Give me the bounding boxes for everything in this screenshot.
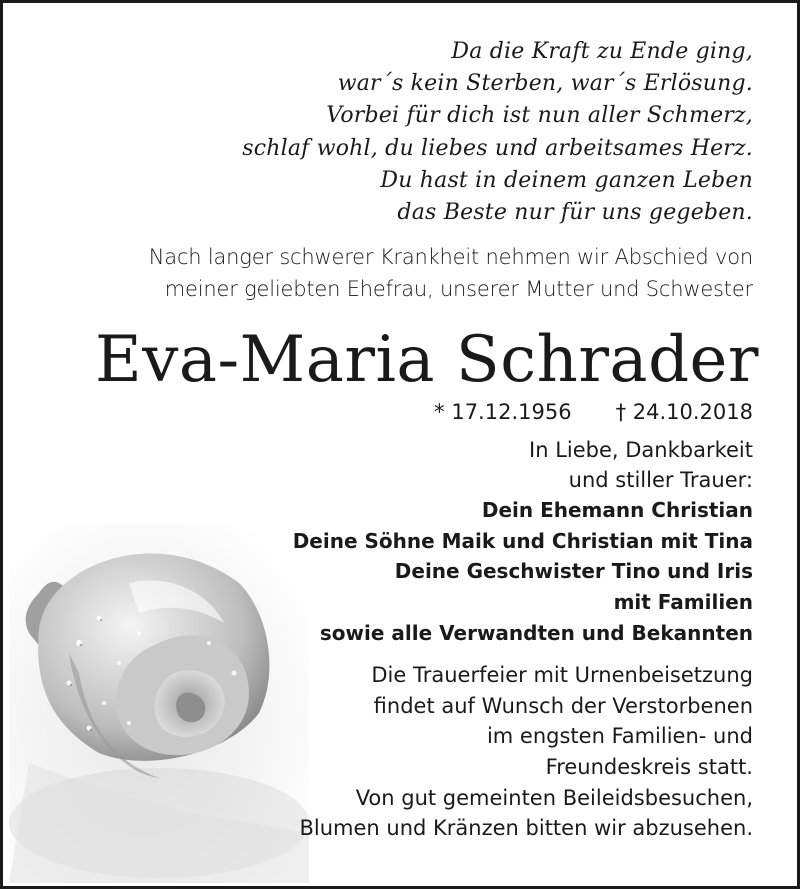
mourners-list (33, 495, 753, 648)
death-date: † 24.10.2018 (615, 400, 753, 425)
memorial-poem (33, 36, 753, 229)
deceased-name: Eva-Maria Schrader (95, 323, 759, 398)
poem-line: schlaf wohl, du liebes und arbeitsames Herz. (242, 135, 753, 161)
poem-line: Da die Kraft zu Ende ging, (451, 39, 753, 64)
mourner-line: Deine Söhne Maik und Christian mit Tina (292, 528, 753, 553)
life-dates (33, 397, 753, 427)
funeral-line: Freundeskreis statt. (545, 754, 753, 779)
funeral-notice (33, 660, 753, 844)
notice-text (33, 3, 759, 844)
birth-date: * 17.12.1956 (434, 400, 572, 425)
funeral-line: im engsten Familien- und (486, 724, 753, 749)
mourner-line: mit Familien (613, 590, 753, 614)
poem-line: das Beste nur für uns gegeben. (397, 200, 753, 226)
funeral-line: Die Trauerfeier mit Urnenbeisetzung (371, 663, 753, 688)
intro-line: meiner geliebten Ehefrau, unserer Mutter und Schwester (164, 277, 753, 302)
poem-line: Vorbei für dich ist nun aller Schmerz, (326, 103, 753, 129)
funeral-line: Von gut gemeinten Beileidsbesuchen, (355, 785, 753, 810)
poem-line: Du hast in deinem ganzen Leben (380, 167, 753, 193)
intro-text (33, 241, 753, 305)
mourner-line: Deine Geschwister Tino und Iris (394, 559, 753, 584)
intro-line: Nach langer schwerer Krankheit nehmen wir Abschied von (148, 245, 753, 270)
mourning-line: und stiller Trauer: (568, 468, 753, 493)
mourner-line: Dein Ehemann Christian (481, 498, 753, 523)
funeral-line: findet auf Wunsch der Verstorbenen (373, 693, 753, 718)
mourner-line: sowie alle Verwandten und Bekannten (319, 620, 753, 645)
poem-line: war´s kein Sterben, war´s Erlösung. (337, 71, 753, 97)
funeral-line: Blumen und Kränzen bitten wir abzusehen. (299, 816, 753, 841)
mourning-line: In Liebe, Dankbarkeit (529, 438, 753, 463)
mourning-phrase (33, 435, 753, 495)
